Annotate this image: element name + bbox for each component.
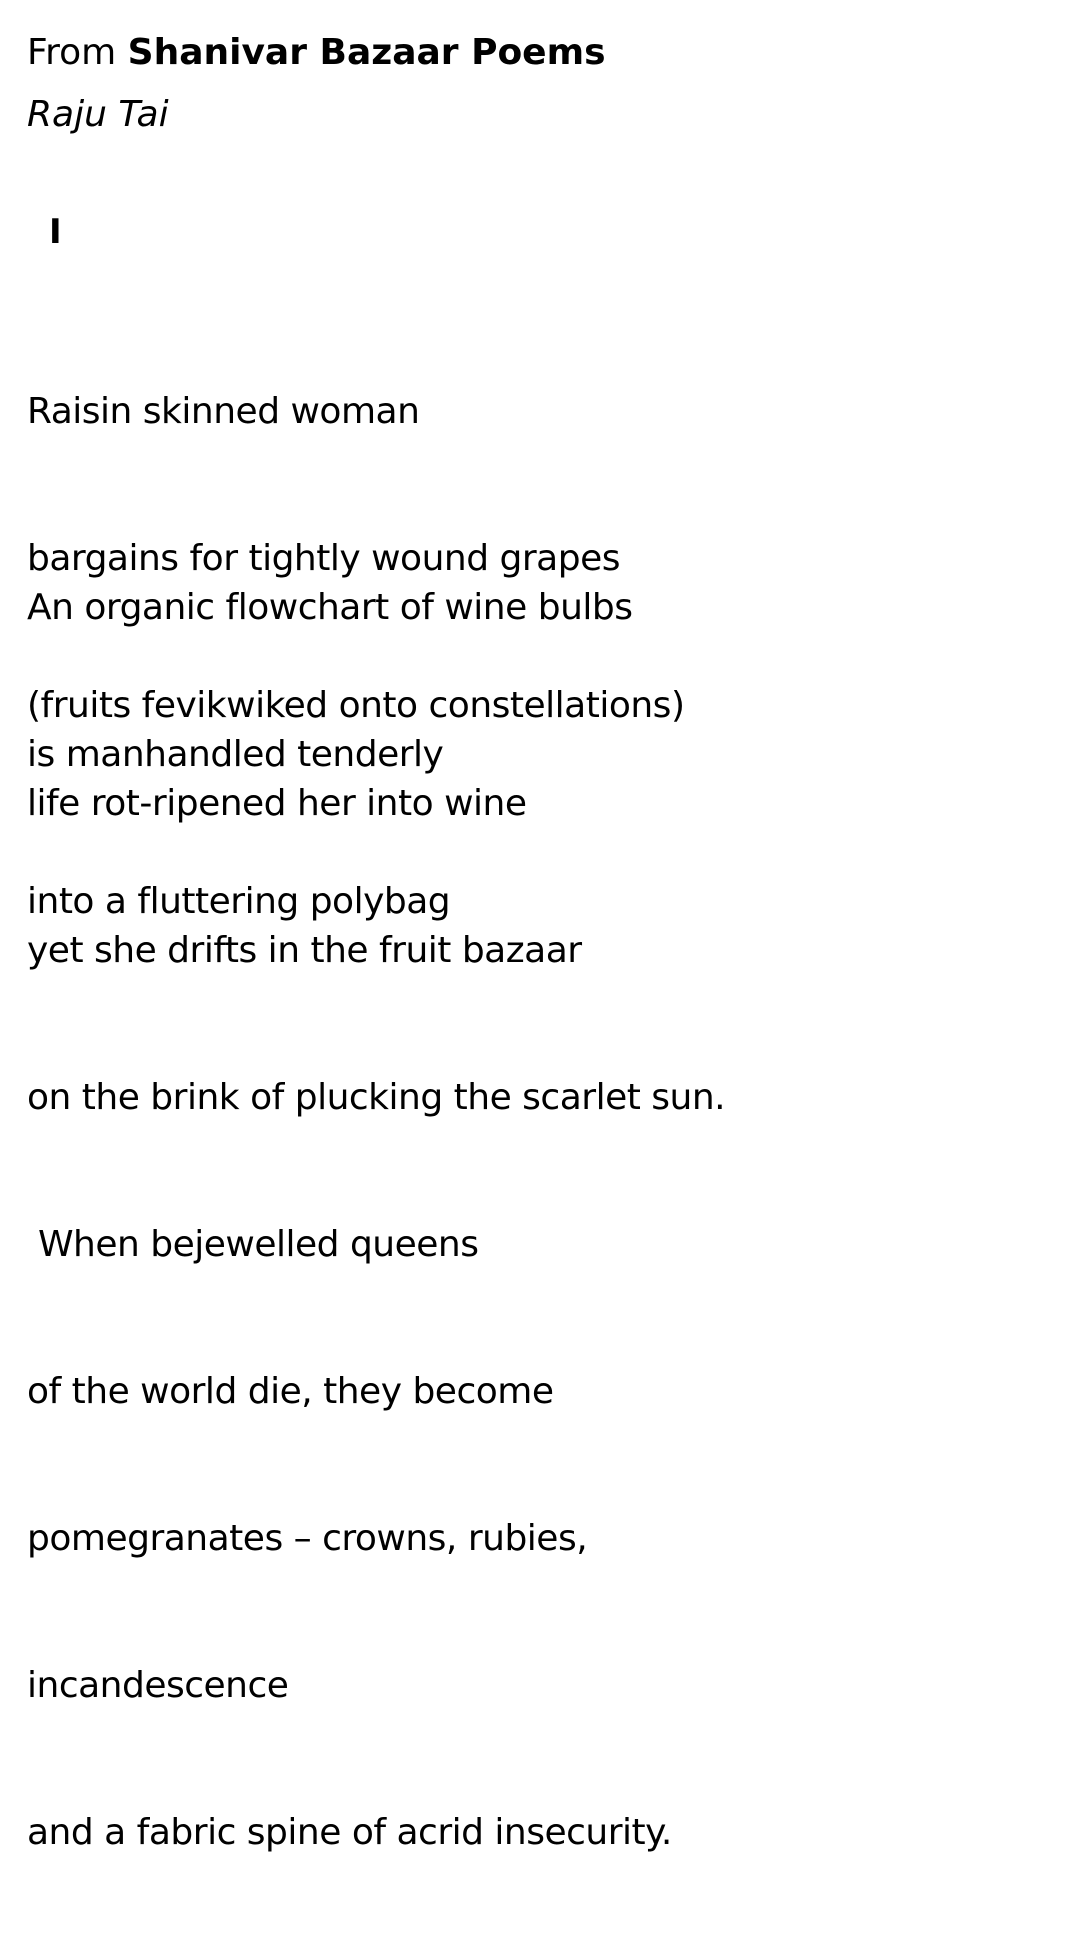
poem-line: is manhandled tenderly: [27, 734, 444, 775]
poem-heading: [27, 30, 606, 76]
poem-line: pomegranates – crowns, rubies,: [27, 1518, 588, 1559]
poem-line: When bejewelled queens: [27, 1224, 479, 1265]
poem-line: An organic flowchart of wine bulbs: [27, 587, 633, 628]
poem-line: (fruits fevikwiked onto constellations): [27, 685, 685, 726]
poem-line: on the brink of plucking the scarlet sun.: [27, 1077, 726, 1118]
poem-line: life rot-ripened her into wine: [27, 783, 527, 824]
stanza-3: [27, 681, 725, 1955]
poem-line: of the world die, they become: [27, 1371, 554, 1412]
poem-line: yet she drifts in the fruit bazaar: [27, 930, 582, 971]
poem-line: incandescence: [27, 1665, 289, 1706]
poem-line: Raisin skinned woman: [27, 391, 420, 432]
poem-page: [27, 0, 1057, 1853]
section-number: I: [49, 212, 62, 252]
book-title: Shanivar Bazaar Poems: [127, 32, 606, 73]
poem-line: into a fluttering polybag: [27, 881, 451, 922]
poem-line: bargains for tightly wound grapes: [27, 538, 620, 579]
poem-line: and a fabric spine of acrid insecurity.: [27, 1812, 672, 1853]
heading-prefix: From: [27, 32, 128, 73]
author-name: Raju Tai: [27, 94, 169, 135]
